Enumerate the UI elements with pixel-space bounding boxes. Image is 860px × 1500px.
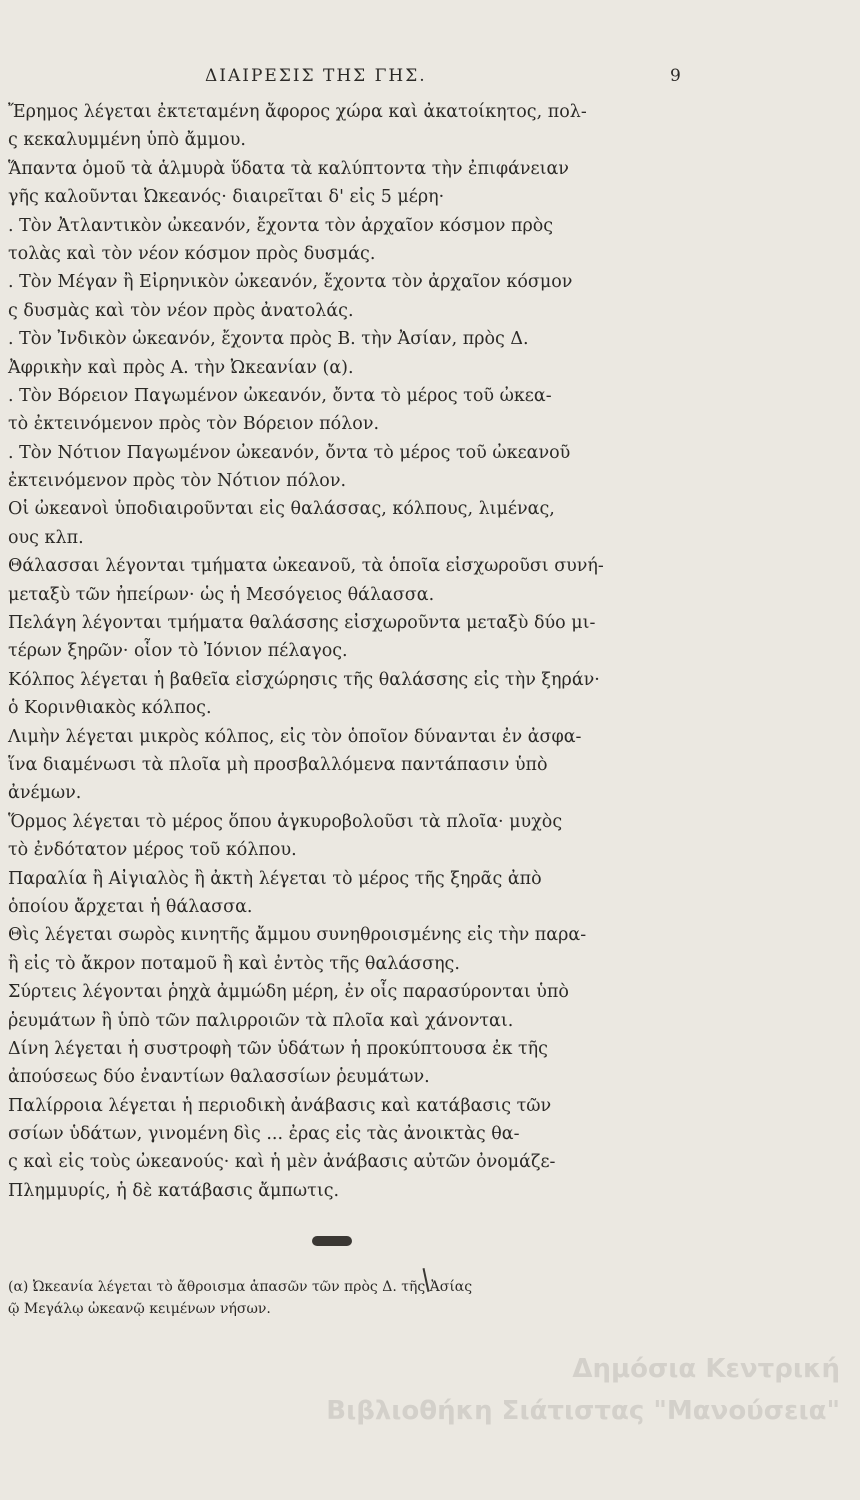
text-line: γῆς καλοῦνται Ὠκεανός· διαιρεῖται δ' εἰς 5 μέρη· — [8, 187, 445, 208]
text-line: Θὶς λέγεται σωρὸς κινητῆς ἄμμου συνηθροισμένης εἰς τὴν παρα- — [8, 925, 587, 946]
running-title: ΔΙΑΙΡΕΣΙΣ ΤΗΣ ΓΗΣ. — [205, 66, 427, 86]
text-line: τολὰς καὶ τὸν νέον κόσμον πρὸς δυσμάς. — [8, 243, 376, 264]
text-line: Θάλασσαι λέγονται τμήματα ὠκεανοῦ, τὰ ὁποῖα εἰσχωροῦσι συνή- — [8, 556, 604, 577]
text-line: Λιμὴν λέγεται μικρὸς κόλπος, εἰς τὸν ὁποῖον δύνανται ἐν ἀσφα- — [8, 726, 582, 747]
text-line: Παλίρροια λέγεται ἡ περιοδικὴ ἀνάβασις καὶ κατάβασις τῶν — [8, 1095, 552, 1116]
text-line: Σύρτεις λέγονται ῥηχὰ ἀμμώδη μέρη, ἐν οἷς παρασύρονται ὑπὸ — [8, 982, 569, 1003]
text-line: Ἀφρικὴν καὶ πρὸς Α. τὴν Ὠκεανίαν (α). — [8, 357, 354, 378]
text-line: . Τὸν Μέγαν ἢ Εἰρηνικὸν ὠκεανόν, ἔχοντα τὸν ἀρχαῖον κόσμον — [8, 272, 573, 293]
text-line: ἐκτεινόμενον πρὸς τὸν Νότιον πόλον. — [8, 471, 347, 492]
text-line: ς δυσμὰς καὶ τὸν νέον πρὸς ἀνατολάς. — [8, 300, 354, 321]
text-line: Δίνη λέγεται ἡ συστροφὴ τῶν ὑδάτων ἡ προκύπτουσα ἐκ τῆς — [8, 1038, 548, 1059]
text-line: ὁ Κορινθιακὸς κόλπος. — [8, 698, 212, 719]
text-line: Παραλία ἢ Αἰγιαλὸς ἢ ἀκτὴ λέγεται τὸ μέρος τῆς ξηρᾶς ἀπὸ — [8, 868, 542, 889]
text-line: τὸ ἐκτεινόμενον πρὸς τὸν Βόρειον πόλον. — [8, 414, 380, 435]
text-line: ἢ εἰς τὸ ἄκρον ποταμοῦ ἢ καὶ ἐντὸς τῆς θαλάσσης. — [8, 953, 460, 974]
text-line: ους κλπ. — [8, 527, 84, 548]
page-header — [0, 66, 860, 94]
text-line: ς κεκαλυμμένη ὑπὸ ἄμμου. — [8, 130, 246, 151]
text-line: Οἱ ὠκεανοὶ ὑποδιαιροῦνται εἰς θαλάσσας, κόλπους, λιμένας, — [8, 499, 555, 520]
text-line: Κόλπος λέγεται ἡ βαθεῖα εἰσχώρησις τῆς θαλάσσης εἰς τὴν ξηράν· — [8, 669, 600, 690]
footnote-line: (α) Ὠκεανία λέγεται τὸ ἄθροισμα ἁπασῶν τῶν πρὸς Δ. τῆς Ἀσίας — [8, 1279, 473, 1295]
text-line: Πλημμυρίς, ἡ δὲ κατάβασις ἄμπωτις. — [8, 1180, 340, 1201]
text-line: ἵνα διαμένωσι τὰ πλοῖα μὴ προσβαλλόμενα παντάπασιν ὑπὸ — [8, 754, 548, 775]
page-number: 9 — [670, 66, 681, 86]
ink-blot — [312, 1236, 352, 1246]
text-line: μεταξὺ τῶν ἠπείρων· ὡς ἡ Μεσόγειος θάλασσα. — [8, 584, 435, 605]
text-line: τὸ ἐνδότατον μέρος τοῦ κόλπου. — [8, 840, 297, 861]
text-line: ς καὶ εἰς τοὺς ὠκεανούς· καὶ ἡ μὲν ἀνάβασις αὐτῶν ὀνομάζε- — [8, 1152, 556, 1173]
text-line: Ἔρημος λέγεται ἐκτεταμένη ἄφορος χώρα καὶ ἀκατοίκητος, πολ- — [8, 102, 587, 122]
text-line: . Τὸν Ἰνδικὸν ὠκεανόν, ἔχοντα πρὸς Β. τὴν Ἀσίαν, πρὸς Δ. — [8, 329, 529, 350]
footnote-line: ῷ Μεγάλῳ ὠκεανῷ κειμένων νήσων. — [8, 1301, 271, 1317]
footnotes — [8, 1276, 698, 1320]
text-line: ἀπούσεως δύο ἐναντίων θαλασσίων ῥευμάτων. — [8, 1067, 430, 1088]
text-line: Πελάγη λέγονται τμήματα θαλάσσης εἰσχωροῦντα μεταξὺ δύο μι- — [8, 613, 596, 634]
text-line: . Τὸν Ἀτλαντικὸν ὠκεανόν, ἔχοντα τὸν ἀρχαῖον κόσμον πρὸς — [8, 215, 554, 236]
text-line: ῥευμάτων ἢ ὑπὸ τῶν παλιρροιῶν τὰ πλοῖα καὶ χάνονται. — [8, 1010, 514, 1031]
library-watermark — [200, 1348, 840, 1432]
watermark-line-2: Βιβλιοθήκη Σιάτιστας "Μανούσεια" — [326, 1396, 840, 1426]
text-line: . Τὸν Βόρειον Παγωμένον ὠκεανόν, ὄντα τὸ μέρος τοῦ ὠκεα- — [8, 385, 552, 406]
text-line: Ἅπαντα ὁμοῦ τὰ ἁλμυρὰ ὕδατα τὰ καλύπτοντα τὴν ἐπιφάνειαν — [8, 158, 569, 179]
text-line: ὁποίου ἄρχεται ἡ θάλασσα. — [8, 896, 253, 917]
text-line: Ὅρμος λέγεται τὸ μέρος ὅπου ἀγκυροβολοῦσι τὰ πλοῖα· μυχὸς — [8, 811, 563, 832]
text-line: σσίων ὑδάτων, γινομένη δὶς ... ἐρας εἰς τὰς ἀνοικτὰς θα- — [8, 1124, 520, 1145]
watermark-line-1: Δημόσια Κεντρική — [572, 1354, 840, 1384]
text-line: τέρων ξηρῶν· οἷον τὸ Ἰόνιον πέλαγος. — [8, 641, 348, 662]
body-text — [8, 98, 698, 1205]
text-line: ἀνέμων. — [8, 783, 82, 804]
text-line: . Τὸν Νότιον Παγωμένον ὠκεανόν, ὄντα τὸ μέρος τοῦ ὠκεανοῦ — [8, 442, 571, 463]
